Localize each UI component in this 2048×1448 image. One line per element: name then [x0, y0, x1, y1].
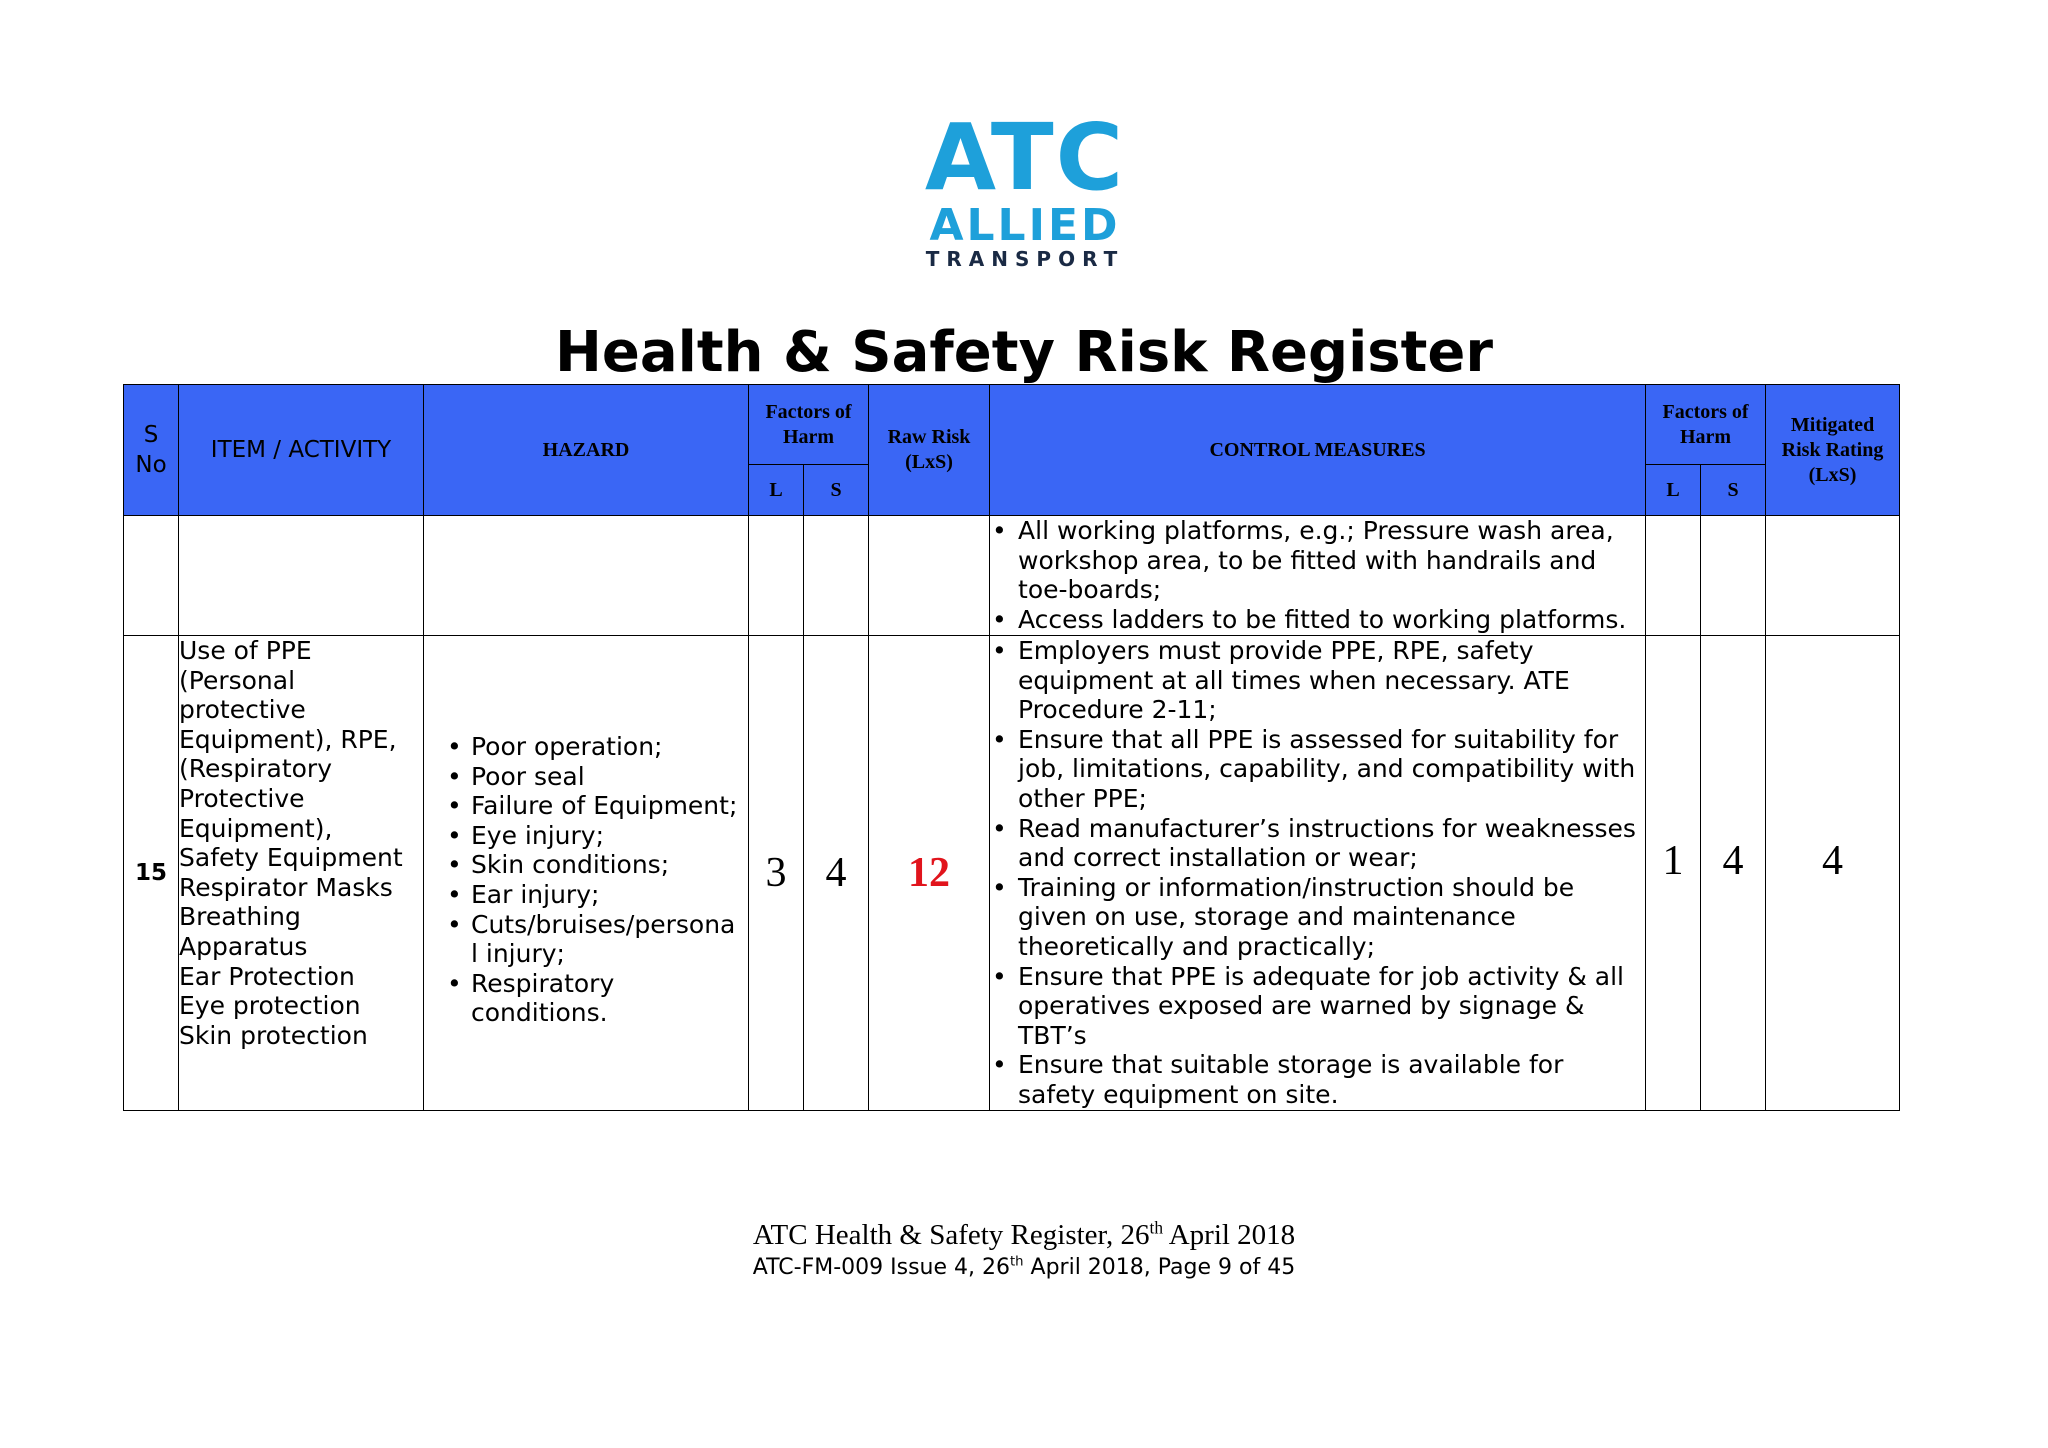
- hazard-cell: [424, 636, 749, 1111]
- item-line: Equipment), RPE,: [179, 724, 397, 754]
- logo-atc-text: ATC: [924, 104, 1126, 211]
- item-line: Apparatus: [179, 931, 308, 961]
- raw-likelihood: 3: [749, 636, 804, 1111]
- footer-line1-text: ATC Health & Safety Register, 26: [752, 1219, 1150, 1251]
- row-number: 15: [124, 636, 179, 1111]
- table-row-15: [124, 636, 1900, 1111]
- footer-line2-sup: th: [1010, 1254, 1024, 1270]
- footer-register-line: [0, 1218, 2048, 1252]
- item-activity-cell: [179, 636, 424, 1111]
- control-measures-continued: [990, 516, 1646, 636]
- risk-register-table: [123, 384, 1900, 1111]
- mitigated-risk-value: 4: [1766, 636, 1900, 1111]
- table-row-continuation: [124, 516, 1900, 636]
- item-line: Equipment),: [179, 813, 333, 843]
- header-factors-of-harm-mitigated: Factors of Harm: [1646, 385, 1766, 465]
- hazard-item: • Skin conditions;: [441, 850, 748, 880]
- footer-line2-page: April 2018, Page 9 of 45: [1023, 1255, 1296, 1280]
- footer-line2-text: ATC-FM-009 Issue 4, 26: [752, 1255, 1010, 1280]
- header-l: L: [749, 465, 804, 516]
- document-title: Health & Safety Risk Register: [555, 320, 1493, 385]
- mitigated-likelihood: 1: [1646, 636, 1701, 1111]
- header-factors-of-harm: Factors of Harm: [749, 385, 869, 465]
- header-raw-risk: Raw Risk (LxS): [869, 385, 990, 516]
- control-measures-cell: [990, 636, 1646, 1111]
- control-item: • Read manufacturer’s instructions for weaknesses and correct installation or wear;: [990, 814, 1645, 873]
- footer-line1-date: April 2018: [1163, 1219, 1296, 1251]
- list-item: • All working platforms, e.g.; Pressure wash area, workshop area, to be fitted with handrails and toe-boards;: [990, 516, 1645, 605]
- header-mitigated-risk: Mitigated Risk Rating (LxS): [1766, 385, 1900, 516]
- item-line: protective: [179, 695, 306, 725]
- header-hazard: HAZARD: [424, 385, 749, 516]
- hazard-item: • Poor operation;: [441, 732, 748, 762]
- header-control-measures: CONTROL MEASURES: [990, 385, 1646, 516]
- item-line: Skin protection: [179, 1020, 368, 1050]
- header-s: S: [804, 465, 869, 516]
- item-line: Safety Equipment: [179, 843, 403, 873]
- item-line: (Respiratory: [179, 754, 332, 784]
- hazard-item: • Ear injury;: [441, 880, 748, 910]
- control-item: • Ensure that PPE is adequate for job activity & all operatives exposed are warned by signage & TBT’s: [990, 962, 1645, 1051]
- item-line: Ear Protection: [179, 961, 355, 991]
- footer-issue-line: [0, 1254, 2048, 1282]
- hazard-item: • Poor seal: [441, 762, 748, 792]
- header-s-mitigated: S: [1701, 465, 1766, 516]
- header-sno: S No: [124, 385, 179, 516]
- raw-risk-value: 12: [869, 636, 990, 1111]
- hazard-item: • Cuts/bruises/persona l injury;: [441, 910, 748, 969]
- control-item: • Employers must provide PPE, RPE, safety equipment at all times when necessary. ATE Procedure 2-11;: [990, 636, 1645, 725]
- list-item: • Access ladders to be fitted to working platforms.: [990, 605, 1645, 635]
- item-line: Breathing: [179, 902, 301, 932]
- hazard-item: • Respiratory conditions.: [441, 969, 748, 1028]
- control-item: • Ensure that suitable storage is available for safety equipment on site.: [990, 1050, 1645, 1109]
- item-line: Use of PPE: [179, 636, 312, 665]
- hazard-item: • Failure of Equipment;: [441, 791, 748, 821]
- item-line: Respirator Masks: [179, 872, 393, 902]
- item-line: Protective: [179, 783, 305, 813]
- logo-allied-text: ALLIED: [929, 200, 1121, 251]
- control-item: • Ensure that all PPE is assessed for suitability for job, limitations, capability, and compatibility with other PPE;: [990, 725, 1645, 814]
- control-item: • Training or information/instruction should be given on use, storage and maintenance theoretically and practically;: [990, 873, 1645, 962]
- item-line: (Personal: [179, 665, 296, 695]
- company-logo: [895, 104, 1155, 272]
- header-l-mitigated: L: [1646, 465, 1701, 516]
- mitigated-severity: 4: [1701, 636, 1766, 1111]
- raw-severity: 4: [804, 636, 869, 1111]
- item-line: Eye protection: [179, 991, 361, 1021]
- header-item-activity: ITEM / ACTIVITY: [179, 385, 424, 516]
- footer-line1-sup: th: [1149, 1217, 1164, 1238]
- logo-transport-text: TRANSPORT: [925, 247, 1125, 271]
- hazard-item: • Eye injury;: [441, 821, 748, 851]
